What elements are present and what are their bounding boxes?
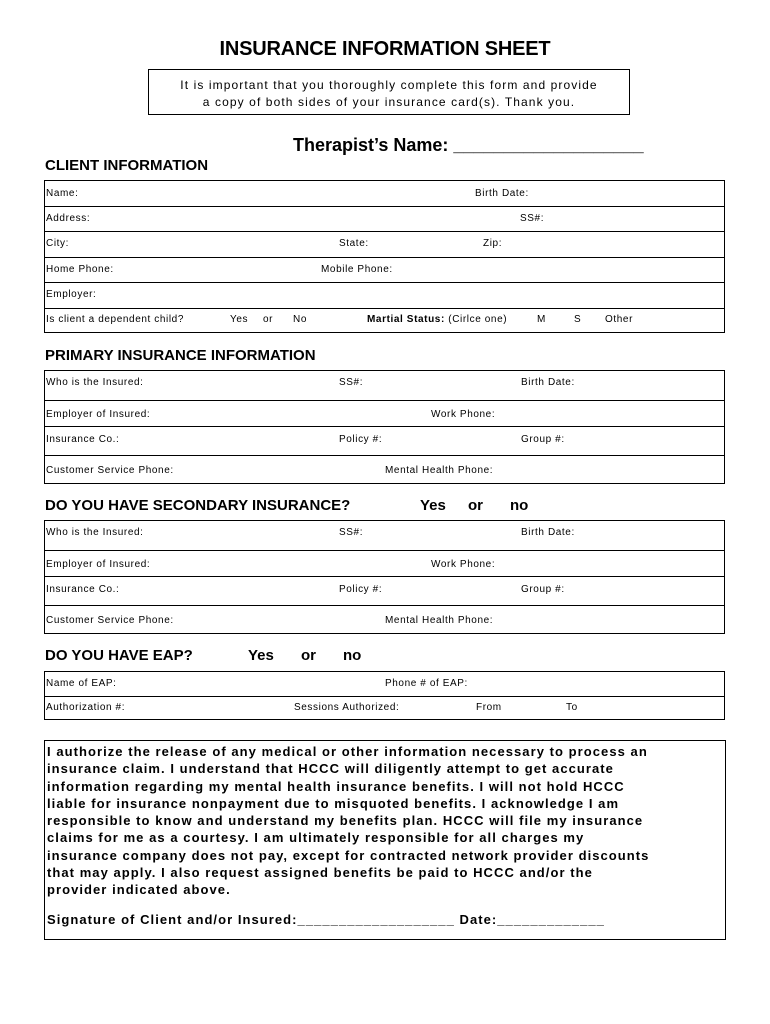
notice-line-1: It is important that you thoroughly complete this form and provide <box>180 78 598 92</box>
eap-to-field[interactable]: To <box>566 702 578 713</box>
primary-insurance-table <box>44 370 725 484</box>
authorization-statement <box>44 740 726 940</box>
secondary-mh-phone-field[interactable]: Mental Health Phone: <box>385 615 494 626</box>
authorization-line: responsible to know and understand my benefits plan. HCCC will file my insurance <box>47 813 644 829</box>
secondary-yes-option[interactable]: Yes <box>420 497 446 514</box>
dependent-no-option[interactable]: No <box>293 314 307 325</box>
eap-row-name <box>45 672 724 697</box>
secondary-work-phone-field[interactable]: Work Phone: <box>431 559 496 570</box>
secondary-cs-phone-field[interactable]: Customer Service Phone: <box>46 615 174 626</box>
secondary-row-insured <box>45 521 724 551</box>
secondary-ssn-field[interactable]: SS#: <box>339 527 364 538</box>
eap-heading: DO YOU HAVE EAP? <box>45 647 193 664</box>
dependent-yes-option[interactable]: Yes <box>230 314 249 325</box>
therapist-name-field[interactable]: Therapist’s Name: ___________________ <box>293 135 644 155</box>
primary-mh-phone-field[interactable]: Mental Health Phone: <box>385 465 494 476</box>
secondary-group-field[interactable]: Group #: <box>521 584 565 595</box>
eap-name-field[interactable]: Name of EAP: <box>46 678 117 689</box>
secondary-policy-field[interactable]: Policy #: <box>339 584 383 595</box>
secondary-no-option[interactable]: no <box>510 497 529 514</box>
primary-company-field[interactable]: Insurance Co.: <box>46 434 120 445</box>
secondary-row-employer <box>45 551 724 577</box>
authorization-line: provider indicated above. <box>47 882 231 898</box>
primary-row-company <box>45 427 724 456</box>
client-row-address <box>45 207 724 232</box>
primary-policy-field[interactable]: Policy #: <box>339 434 383 445</box>
eap-sessions-field[interactable]: Sessions Authorized: <box>294 702 400 713</box>
eap-row-auth <box>45 697 724 720</box>
client-info-heading: CLIENT INFORMATION <box>45 157 209 174</box>
primary-group-field[interactable]: Group #: <box>521 434 565 445</box>
instructions-notice <box>148 69 630 115</box>
client-info-table <box>44 180 725 333</box>
client-row-name <box>45 181 724 207</box>
eap-from-field[interactable]: From <box>476 702 502 713</box>
authorization-line: I authorize the release of any medical or other information necessary to process an <box>47 744 648 759</box>
eap-table <box>44 671 725 720</box>
marital-status-text: Martial Status: <box>367 314 445 325</box>
dependent-child-label: Is client a dependent child? <box>46 314 184 325</box>
client-state-field[interactable]: State: <box>339 238 369 249</box>
client-name-field[interactable]: Name: <box>46 188 79 199</box>
eap-or-text: or <box>301 647 316 664</box>
secondary-or-text: or <box>468 497 483 514</box>
client-birth-date-field[interactable]: Birth Date: <box>475 188 529 199</box>
primary-work-phone-field[interactable]: Work Phone: <box>431 409 496 420</box>
eap-yes-option[interactable]: Yes <box>248 647 274 664</box>
client-row-phone <box>45 258 724 283</box>
marital-other-option[interactable]: Other <box>605 314 634 325</box>
client-row-city <box>45 232 724 258</box>
primary-birth-date-field[interactable]: Birth Date: <box>521 377 575 388</box>
primary-row-insured <box>45 371 724 401</box>
client-row-status <box>45 309 724 333</box>
secondary-row-phones <box>45 606 724 634</box>
primary-insurance-heading: PRIMARY INSURANCE INFORMATION <box>45 347 316 364</box>
primary-ssn-field[interactable]: SS#: <box>339 377 364 388</box>
eap-phone-field[interactable]: Phone # of EAP: <box>385 678 468 689</box>
client-home-phone-field[interactable]: Home Phone: <box>46 264 114 275</box>
marital-status-hint: (Cirlce one) <box>448 314 508 325</box>
client-mobile-phone-field[interactable]: Mobile Phone: <box>321 264 393 275</box>
marital-m-option[interactable]: M <box>537 314 546 325</box>
authorization-line: information regarding my mental health insurance benefits. I will not hold HCCC <box>47 778 625 794</box>
client-row-employer <box>45 283 724 309</box>
authorization-line: insurance company does not pay, except for contracted network provider discounts <box>47 847 650 863</box>
primary-cs-phone-field[interactable]: Customer Service Phone: <box>46 465 174 476</box>
secondary-who-insured-field[interactable]: Who is the Insured: <box>46 527 144 538</box>
client-employer-field[interactable]: Employer: <box>46 289 97 300</box>
eap-no-option[interactable]: no <box>343 647 362 664</box>
signature-date-field[interactable]: Signature of Client and/or Insured:___________________ Date:_____________ <box>47 911 605 927</box>
primary-who-insured-field[interactable]: Who is the Insured: <box>46 377 144 388</box>
authorization-line: insurance claim. I understand that HCCC will diligently attempt to get accurate <box>47 761 614 777</box>
client-zip-field[interactable]: Zip: <box>483 238 503 249</box>
secondary-birth-date-field[interactable]: Birth Date: <box>521 527 575 538</box>
client-address-field[interactable]: Address: <box>46 213 91 224</box>
primary-row-employer <box>45 401 724 427</box>
secondary-insurance-table <box>44 520 725 634</box>
dependent-or-text: or <box>263 314 274 325</box>
primary-row-phones <box>45 456 724 484</box>
client-city-field[interactable]: City: <box>46 238 69 249</box>
secondary-company-field[interactable]: Insurance Co.: <box>46 584 120 595</box>
notice-line-2: a copy of both sides of your insurance card(s). Thank you. <box>202 95 576 109</box>
marital-status-label <box>367 314 507 325</box>
secondary-insurance-heading: DO YOU HAVE SECONDARY INSURANCE? <box>45 497 351 514</box>
primary-employer-field[interactable]: Employer of Insured: <box>46 409 151 420</box>
secondary-employer-field[interactable]: Employer of Insured: <box>46 559 151 570</box>
marital-s-option[interactable]: S <box>574 314 582 325</box>
client-ssn-field[interactable]: SS#: <box>520 213 545 224</box>
form-title: INSURANCE INFORMATION SHEET <box>219 38 551 60</box>
authorization-line: claims for me as a courtesy. I am ultimately responsible for all charges my <box>47 830 585 846</box>
eap-authorization-field[interactable]: Authorization #: <box>46 702 126 713</box>
authorization-line: that may apply. I also request assigned benefits be paid to HCCC and/or the <box>47 865 593 881</box>
authorization-line: liable for insurance nonpayment due to misquoted benefits. I acknowledge I am <box>47 795 620 811</box>
secondary-row-company <box>45 577 724 606</box>
